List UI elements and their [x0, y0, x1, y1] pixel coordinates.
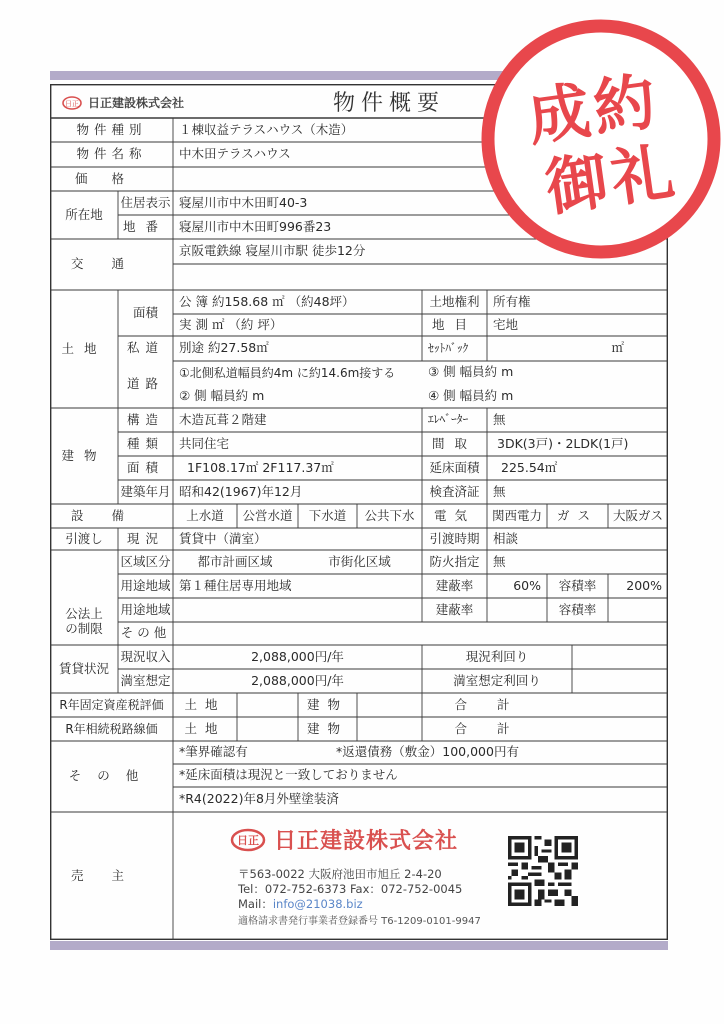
- lease-label: 賃貸状況: [58, 660, 109, 676]
- access-label: 交通: [70, 256, 152, 272]
- road-label: 道路: [126, 376, 164, 392]
- current-income-label: 現況収入: [120, 648, 171, 664]
- access-value: 京阪電鉄線 寝屋川市駅 徒歩12分: [179, 243, 366, 259]
- building-area-label: 面積: [126, 459, 164, 475]
- land-label: 土地: [61, 340, 107, 356]
- use-label: 用途地域: [120, 577, 171, 593]
- land-category-label: 地目: [431, 316, 477, 332]
- legal-other-label: その他: [120, 625, 171, 641]
- land-category-value: 宅地: [493, 316, 519, 332]
- seller-mail-prefix: Mail：: [238, 897, 273, 911]
- route-tax-total-label: 合計: [454, 720, 540, 736]
- stamp-line2: 御礼: [541, 134, 683, 225]
- seller-postal: 〒563-0022 大阪府池田市旭丘 2-4-20: [238, 867, 442, 881]
- lot-value: 寝屋川市中木田町996番23: [179, 218, 332, 234]
- elevator-value: 無: [493, 411, 506, 427]
- land-registry-value: 公 簿 約158.68 ㎡ （約48坪）: [179, 293, 355, 309]
- address-label: 住居表示: [120, 194, 171, 210]
- seller-mail[interactable]: info@21038.biz: [272, 897, 363, 911]
- water-value: 公営水道: [242, 507, 293, 523]
- seller-contact: [238, 867, 481, 929]
- type-value: １棟収益テラスハウス（木造）: [179, 121, 354, 137]
- timing-value: 相談: [493, 530, 519, 546]
- fixed-tax-label: R年固定資産税評価: [59, 698, 164, 712]
- private-road-value: 別途 約27.58㎡: [179, 340, 269, 356]
- road-4: ④ 側 幅員約 m: [428, 387, 514, 403]
- address-value: 寝屋川市中木田町40-3: [179, 194, 308, 210]
- layout-value: 3DK(3戸)・2LDK(1戸): [497, 435, 629, 451]
- note-3: *R4(2022)年8月外壁塗装済: [179, 791, 339, 807]
- land-rights-label: 土地権利: [429, 293, 480, 309]
- inspection-label: 検査済証: [429, 483, 480, 499]
- document-title: 物件概要: [332, 90, 445, 116]
- elevator-label: ｴﾚﾍﾞｰﾀｰ: [428, 412, 469, 427]
- building-label: 建物: [61, 447, 107, 463]
- land-rights-value: 所有権: [493, 293, 531, 309]
- note-1a: *筆界確認有: [179, 744, 248, 760]
- gas-label: ガス: [556, 507, 598, 523]
- far-value: 200%: [626, 577, 662, 593]
- stamp-line1: 成約: [523, 63, 665, 155]
- elec-label: 電気: [433, 507, 475, 523]
- name-value: 中木田テラスハウス: [179, 146, 291, 162]
- kind-label: 種類: [126, 435, 164, 451]
- seller-logo: [230, 824, 458, 855]
- structure-label: 構造: [126, 411, 164, 427]
- use2-label: 用途地域: [120, 601, 171, 617]
- bottom-band: [50, 941, 668, 950]
- road-3: ③ 側 幅員約 m: [428, 364, 514, 380]
- seller-logo-icon: [230, 828, 266, 852]
- lot-label: 地番: [122, 218, 168, 234]
- fixed-tax-bldg-label: 建物: [306, 696, 348, 712]
- svg-text:日正: 日正: [65, 99, 79, 108]
- road-1: ①北側私道幅員約4m に約14.6m接する: [179, 365, 396, 380]
- current-income-value: 2,088,000円/年: [251, 648, 344, 664]
- full-yield-label: 満室想定利回り: [453, 672, 541, 688]
- price-label: 価格: [74, 170, 148, 186]
- far-label: 容積率: [558, 577, 597, 593]
- elec-value: 関西電力: [491, 507, 542, 523]
- land-area-label: 面積: [132, 304, 158, 320]
- timing-label: 引渡時期: [429, 530, 480, 546]
- setback-value: ㎡: [611, 340, 624, 356]
- zone-value1: 都市計画区域: [197, 553, 273, 569]
- other-label: その他: [68, 768, 155, 784]
- bcr-value: 60%: [513, 577, 541, 593]
- seller-tel: Tel：072-752-6373 Fax：072-752-0045: [238, 882, 463, 896]
- building-area-value: 1F108.17㎡ 2F117.37㎡: [187, 459, 334, 475]
- inspection-value: 無: [493, 483, 506, 499]
- layout-label: 間取: [431, 435, 477, 451]
- facilities-label: 設備: [70, 507, 152, 523]
- current-yield-label: 現況利回り: [465, 648, 529, 664]
- header-company-name: 日正建設株式会社: [88, 96, 185, 110]
- name-label: 物件名称: [76, 146, 147, 162]
- use-value: 第１種住居専用地域: [179, 577, 292, 593]
- water-label: 上水道: [186, 507, 224, 523]
- route-tax-land-label: 土地: [184, 720, 226, 736]
- bcr2-label: 建蔽率: [435, 601, 474, 617]
- gas-value: 大阪ガス: [612, 507, 663, 523]
- fixed-tax-land-label: 土地: [184, 696, 226, 712]
- status-value: 賃貸中（満室）: [179, 530, 267, 546]
- sewer-value: 公共下水: [364, 507, 415, 523]
- seller-mail-line: [238, 897, 481, 912]
- kind-value: 共同住宅: [179, 435, 230, 451]
- full-income-value: 2,088,000円/年: [251, 672, 344, 688]
- type-label: 物件種別: [76, 121, 147, 137]
- land-actual-value: 実 測 ㎡ （約 坪）: [179, 316, 283, 332]
- built-value: 昭和42(1967)年12月: [179, 483, 303, 499]
- sewer-label: 下水道: [308, 507, 347, 523]
- svg-text:日正: 日正: [237, 833, 259, 847]
- setback-label: ｾｯﾄﾊﾞｯｸ: [428, 340, 469, 355]
- built-label: 建築年月: [120, 483, 171, 499]
- location-label: 所在地: [65, 206, 103, 222]
- bcr-label: 建蔽率: [435, 577, 474, 593]
- fire-label: 防火指定: [429, 553, 480, 569]
- road-2: ② 側 幅員約 m: [179, 387, 265, 403]
- full-income-label: 満室想定: [120, 672, 171, 688]
- note-2: *延床面積は現況と一致しておりません: [179, 767, 398, 783]
- handover-label: 引渡し: [65, 530, 103, 546]
- fire-value: 無: [493, 553, 506, 569]
- fixed-tax-total-label: 合計: [454, 696, 540, 712]
- zone-value2: 市街化区域: [328, 553, 391, 569]
- note-1b: *返還債務（敷金）100,000円有: [336, 744, 519, 760]
- far2-label: 容積率: [558, 601, 597, 617]
- legal-label-line1: 公法上: [65, 605, 103, 621]
- status-label: 現況: [126, 530, 164, 546]
- route-tax-bldg-label: 建物: [306, 720, 348, 736]
- zone-label: 区域区分: [120, 553, 171, 569]
- contract-closed-stamp: [474, 12, 724, 266]
- private-road-label: 私道: [126, 340, 164, 356]
- seller-company: 日正建設株式会社: [274, 829, 459, 854]
- floor-area-label: 延床面積: [429, 459, 480, 475]
- seller-registration: 適格請求書発行事業者登録番号 T6-1209-0101-9947: [238, 916, 481, 927]
- qr-code-icon: [508, 836, 578, 906]
- legal-label-line2: の制限: [65, 621, 103, 636]
- floor-area-value: 225.54㎡: [501, 459, 558, 475]
- structure-value: 木造瓦葺２階建: [179, 411, 267, 427]
- seller-label: 売主: [70, 867, 152, 883]
- route-tax-label: R年相続税路線価: [65, 722, 158, 736]
